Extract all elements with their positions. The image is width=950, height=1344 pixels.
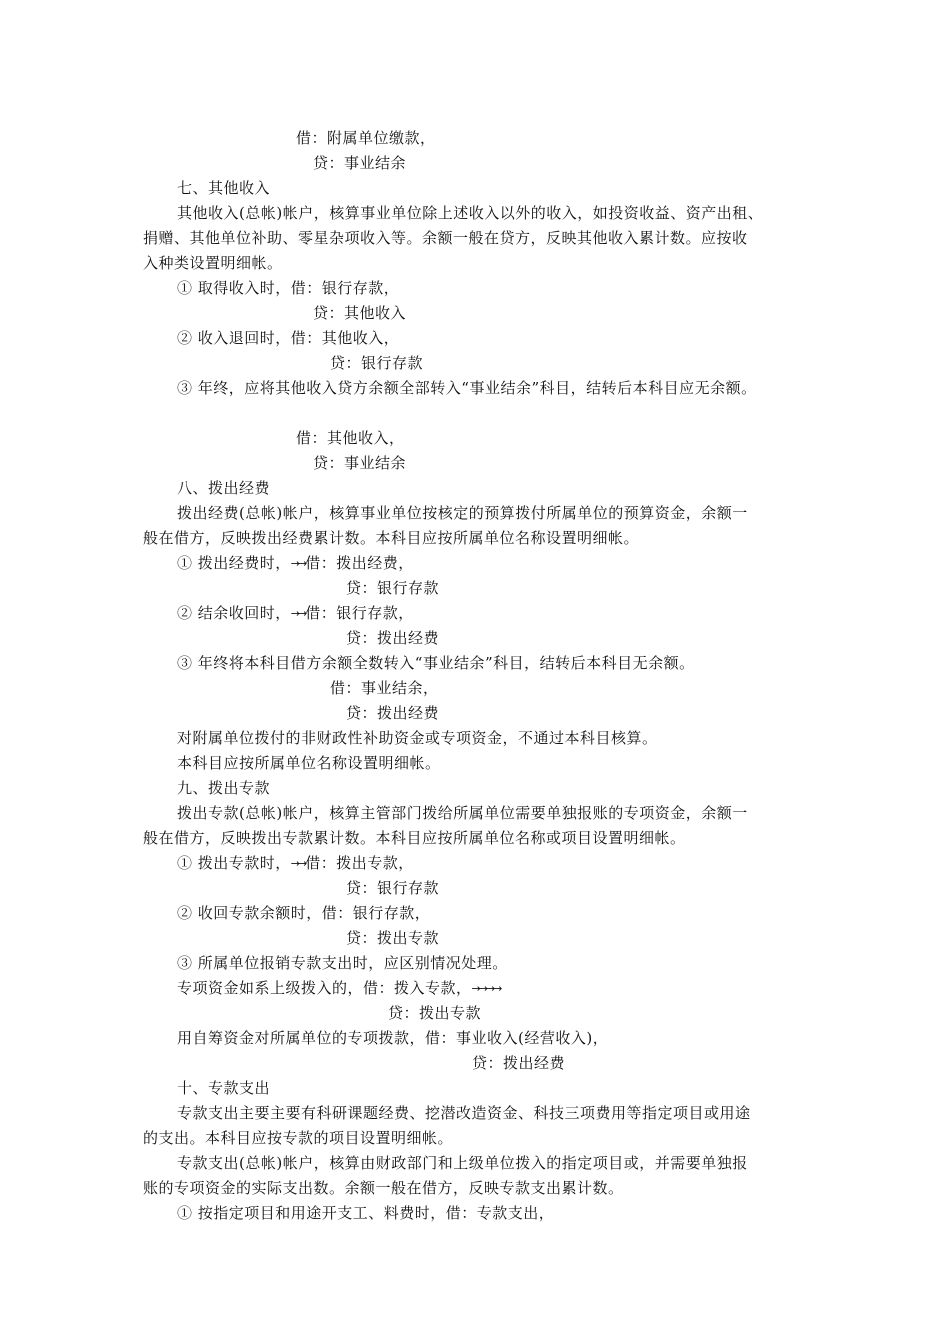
line-15	[177, 503, 748, 523]
line-33	[177, 953, 508, 973]
line-text: ③ 年终，应将其他收入贷方余额全部转入“事业结余”科目，结转后本科目应无余额。	[177, 379, 757, 397]
line-text: 贷：银行存款	[346, 879, 440, 897]
line-text: ③ 年终将本科目借方余额全数转入“事业结余”科目，结转后本科目无余额。	[177, 654, 695, 672]
line-text: 对附属单位拨付的非财政性补助资金或专项资金，不通过本科目核算。	[177, 729, 658, 747]
line-text: 九、拨出专款	[177, 779, 271, 797]
line-40	[143, 1128, 453, 1148]
line-text: ① 取得收入时，借：银行存款，	[177, 279, 400, 297]
line-31	[177, 903, 430, 923]
line-30	[346, 878, 439, 898]
line-4	[177, 203, 763, 223]
line-12	[296, 428, 405, 448]
line-text: 借：其他收入，	[296, 429, 405, 447]
section-heading-10	[177, 1078, 270, 1098]
section-heading-9	[177, 778, 270, 798]
line-10	[330, 353, 423, 373]
arrow-marks: →→	[290, 857, 306, 870]
line-28	[143, 828, 686, 848]
line-1	[296, 128, 436, 148]
line-text: ① 拨出专款时，	[177, 854, 291, 872]
line-text: 般在借方，反映拨出经费累计数。本科目应按所属单位名称设置明细帐。	[143, 529, 640, 547]
line-18	[346, 578, 439, 598]
section-heading-8	[177, 478, 270, 498]
line-text: 账的专项资金的实际支出数。余额一般在借方，反映专款支出累计数。	[143, 1179, 624, 1197]
line-text: 八、拨出经费	[177, 479, 271, 497]
line-text: ① 拨出经费时，	[177, 554, 291, 572]
line-32	[346, 928, 439, 948]
line-24	[177, 728, 658, 748]
line-text: 般在借方，反映拨出专款累计数。本科目应按所属单位名称或项目设置明细帐。	[143, 829, 686, 847]
line-text: 的支出。本科目应按专款的项目设置明细帐。	[143, 1129, 454, 1147]
line-41	[177, 1153, 748, 1173]
line-text: 贷：其他收入	[313, 304, 407, 322]
line-text-tail: 借：拨出经费，	[305, 554, 414, 572]
line-39	[177, 1103, 751, 1123]
line-37	[472, 1053, 565, 1073]
line-text: 本科目应按所属单位名称设置明细帐。	[177, 754, 441, 772]
line-text: 贷：拨出经费	[472, 1054, 566, 1072]
line-text: ② 收入退回时，借：其他收入，	[177, 329, 400, 347]
arrow-marks: →→→→	[471, 982, 501, 995]
line-7	[177, 278, 399, 298]
line-text: 专项资金如系上级拨入的，借：拨入专款，	[177, 979, 472, 997]
line-text: 贷：拨出专款	[346, 929, 440, 947]
line-42	[143, 1178, 624, 1198]
line-text-tail: 借：拨出专款，	[305, 854, 414, 872]
line-8	[313, 303, 406, 323]
line-text: 贷：银行存款	[346, 579, 440, 597]
line-text-tail: 借：银行存款，	[305, 604, 414, 622]
line-text: 专款支出主要主要有科研课题经费、挖潜改造资金、科技三项费用等指定项目或用途	[177, 1104, 751, 1122]
line-text: 贷：拨出专款	[388, 1004, 482, 1022]
line-text: ③ 所属单位报销专款支出时，应区别情况处理。	[177, 954, 508, 972]
line-text: 贷：事业结余	[313, 154, 407, 172]
line-text: 其他收入(总帐)帐户，核算事业单位除上述收入以外的收入，如投资收益、资产出租、	[177, 204, 764, 222]
line-35	[388, 1003, 481, 1023]
line-text: ② 结余收回时，	[177, 604, 291, 622]
line-6	[143, 253, 283, 273]
line-text: 十、专款支出	[177, 1079, 271, 1097]
line-9	[177, 328, 399, 348]
line-17	[177, 553, 414, 574]
line-2	[313, 153, 406, 173]
line-34	[177, 978, 500, 999]
line-11	[177, 378, 757, 398]
line-text: 专款支出(总帐)帐户，核算由财政部门和上级单位拨入的指定项目或，并需要单独报	[177, 1154, 748, 1172]
line-text: ② 收回专款余额时，借：银行存款，	[177, 904, 431, 922]
line-5	[143, 228, 748, 248]
line-27	[177, 803, 748, 823]
line-text: ① 按指定项目和用途开支工、料费时，借：专款支出，	[177, 1204, 555, 1222]
line-19	[177, 603, 414, 624]
arrow-marks: →→	[290, 607, 306, 620]
line-text: 拨出经费(总帐)帐户，核算事业单位按核定的预算拨付所属单位的预算资金，余额一	[177, 504, 748, 522]
line-29	[177, 853, 414, 874]
line-text: 入种类设置明细帐。	[143, 254, 283, 272]
line-text: 捐赠、其他单位补助、零星杂项收入等。余额一般在贷方，反映其他收入累计数。应按收	[143, 229, 748, 247]
line-13	[313, 453, 406, 473]
line-text: 贷：事业结余	[313, 454, 407, 472]
line-text: 贷：银行存款	[330, 354, 424, 372]
line-36	[177, 1028, 608, 1048]
line-text: 借：事业结余，	[330, 679, 439, 697]
line-25	[177, 753, 441, 773]
line-21	[177, 653, 695, 673]
line-text: 贷：拨出经费	[346, 704, 440, 722]
arrow-marks: →→	[290, 557, 306, 570]
section-heading-7	[177, 178, 270, 198]
line-text: 用自筹资金对所属单位的专项拨款，借：事业收入(经营收入)，	[177, 1029, 609, 1047]
line-43	[177, 1203, 554, 1223]
line-22	[330, 678, 439, 698]
line-text: 拨出专款(总帐)帐户，核算主管部门拨给所属单位需要单独报账的专项资金，余额一	[177, 804, 748, 822]
line-20	[346, 628, 439, 648]
line-text: 七、其他收入	[177, 179, 271, 197]
line-text: 贷：拨出经费	[346, 629, 440, 647]
line-16	[143, 528, 639, 548]
line-23	[346, 703, 439, 723]
line-text: 借：附属单位缴款，	[296, 129, 436, 147]
